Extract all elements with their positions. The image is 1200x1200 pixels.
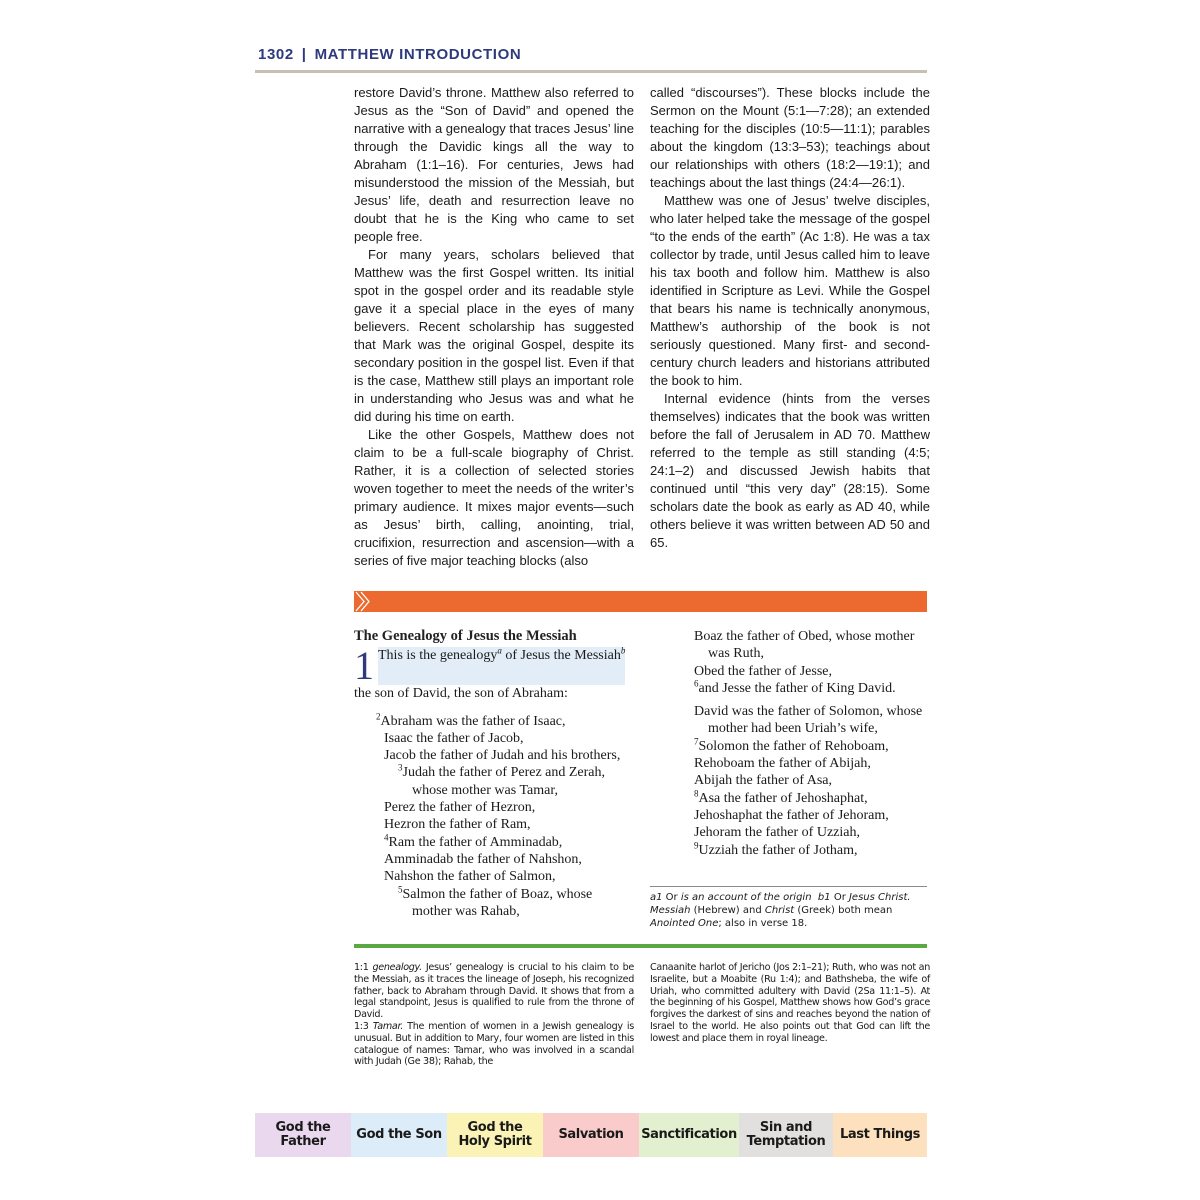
theme-tab-label (840, 1128, 920, 1142)
verse-number: 6 (694, 678, 699, 689)
section-divider-band (354, 591, 927, 612)
scripture-column-1 (354, 628, 634, 920)
genealogy-line-text: Asa the father of Jehoshaphat, (698, 790, 868, 806)
theme-tab-label-line: Father (280, 1134, 326, 1149)
genealogy-line-text: Uzziah the father of Jotham, (698, 842, 858, 858)
genealogy-line (680, 824, 928, 841)
study-notes-rule (354, 944, 927, 948)
genealogy-line (354, 747, 634, 764)
genealogy-line (354, 764, 634, 799)
theme-tab-god-the[interactable] (255, 1113, 351, 1157)
footnote-text: Or (662, 892, 681, 903)
genealogy-line-text: Abijah the father of Asa, (694, 773, 833, 789)
footnotes (650, 891, 927, 930)
genealogy-line-text: Ram the father of Amminadab, (388, 834, 563, 850)
note-text: The mention of women in a Jewish genealogy is unusual. But in addition to Mary, four women are listed in this catalogue of names: Tamar, who was involved in a scandal with Judah (Ge 38); Rahab, the (354, 1020, 634, 1068)
genealogy-line (680, 663, 928, 680)
genealogy-line (680, 839, 928, 859)
genealogy-line (354, 851, 634, 868)
verse-number: 7 (694, 736, 699, 747)
genealogy-line-text: Perez the father of Hezron, (384, 800, 536, 816)
genealogy-line-text: Nahshon the father of Salmon, (384, 869, 556, 885)
footnote-text: ; also in verse 18. (718, 918, 808, 929)
verse-number: 5 (398, 883, 403, 894)
genealogy-line (680, 680, 928, 697)
verse-number: 4 (384, 832, 389, 843)
theme-tab-label-line: Temptation (746, 1134, 826, 1149)
footnote-rule (650, 886, 927, 887)
genealogy-line-text: Hezron the father of Ram, (384, 817, 531, 833)
header-title: MATTHEW INTRODUCTION (314, 46, 522, 63)
footnote-text: Anointed One (650, 918, 719, 929)
study-note (354, 1021, 634, 1068)
note-term: Tamar. (372, 1020, 403, 1032)
genealogy-line-text: Rehoboam the father of Abijah, (694, 756, 871, 772)
genealogy-lines-1 (354, 710, 634, 921)
study-notes-column-1 (354, 962, 634, 1068)
footnote-ref-b[interactable]: b1 (817, 892, 831, 903)
genealogy-line-text: and Jesse the father of King David. (698, 680, 896, 696)
note-reference[interactable]: 1:3 (354, 1020, 369, 1032)
intro-paragraph: Internal evidence (hints from the verses themselves) indicates that the book was written before the fall of Jerusalem in AD 70. Matthew referred to the temple as still standing (4:5; 24:1–2) and discussed Jewish habits that continued until “this very day” (28:15). Some scholars date the book as early as AD 40, while others believe it was written between AD 50 and 65. (650, 391, 930, 550)
theme-tab-god-the[interactable] (447, 1113, 543, 1157)
genealogy-line-text: Jehoram the father of Uzziah, (694, 825, 860, 841)
theme-tab-label-line: God the (275, 1120, 331, 1135)
intro-column-2 (650, 84, 930, 552)
genealogy-line (680, 772, 928, 789)
theme-tab-label (747, 1121, 826, 1149)
theme-tab-label-line: Sin and (759, 1120, 813, 1135)
section-heading: The Genealogy of Jesus the Messiah (354, 628, 577, 644)
theme-tab-label-line: Sanctification (641, 1127, 737, 1142)
genealogy-line-text: Jacob the father of Judah and his brothers, (384, 748, 621, 764)
theme-tab-label-line: God the (467, 1120, 523, 1135)
verse-1-continued: the son of David, the son of Abraham: (354, 686, 568, 702)
verse-number: 3 (398, 762, 403, 773)
theme-tab-sanctification[interactable] (639, 1113, 739, 1157)
genealogy-line (680, 790, 928, 807)
genealogy-line (354, 834, 634, 851)
scripture-column-2 (680, 628, 928, 859)
genealogy-line-text: Jehoshaphat the father of Jehoram, (694, 807, 889, 823)
note-term: genealogy. (372, 962, 422, 973)
genealogy-line (354, 730, 634, 747)
theme-tab-sin-and[interactable] (739, 1113, 833, 1157)
footnote-marker-b[interactable]: b (620, 645, 626, 656)
footnote-text: Christ (764, 905, 795, 916)
chevron-ornament-icon (354, 591, 370, 612)
theme-tab-label-line: Salvation (558, 1127, 624, 1142)
header-separator: | (301, 46, 307, 63)
intro-paragraph: For many years, scholars believed that Matthew was the first Gospel written. Its initial spot in the gospel order and its readable style gave it a special place in the eyes of many believers. Recent scholarship has suggested that Mark was the original Gospel, despite its secondary position in the gospel list. Even if that is the case, Matthew still plays an important role in understanding who Jesus was and what he did during his time on earth. (354, 247, 634, 424)
genealogy-line (680, 703, 928, 738)
theme-tab-label (641, 1128, 737, 1142)
theme-tab-label-line: Holy Spirit (458, 1134, 532, 1149)
theme-tab-salvation[interactable] (543, 1113, 639, 1157)
footnote-ref-a[interactable]: a1 (650, 892, 663, 903)
theme-tab-label-line: Last Things (839, 1127, 920, 1142)
theme-tab-label (276, 1121, 331, 1149)
footnote-marker-a[interactable]: a (497, 645, 502, 656)
genealogy-line-text: David was the father of Solomon, whose mother had been Uriah’s wife, (694, 704, 923, 737)
verse-number: 2 (376, 710, 381, 721)
theme-tab-label (356, 1128, 441, 1142)
genealogy-line (354, 816, 634, 833)
theme-tab-bar (255, 1113, 927, 1157)
genealogy-lines-2 (680, 628, 928, 859)
genealogy-line-text: Judah the father of Perez and Zerah, whose mother was Tamar, (402, 765, 606, 798)
header-rule (255, 70, 927, 73)
genealogy-line-text: Obed the father of Jesse, (694, 663, 833, 679)
verse-number: 8 (694, 788, 699, 799)
theme-tab-label-line: God the Son (356, 1127, 442, 1142)
genealogy-line-text: Abraham was the father of Isaac, (380, 713, 566, 729)
intro-paragraph: called “discourses”). These blocks include the Sermon on the Mount (5:1—7:28); an extended teaching for the disciples (10:5—11:1); parables about the kingdom (13:3–53); teachings about our relationships with others (18:2—19:1); and teachings about the last things (24:4—26:1). (650, 85, 930, 190)
footnote-text: Jesus Christ. Messiah (650, 892, 911, 916)
verse-1-text: This is the genealogy (378, 648, 498, 664)
genealogy-line (354, 710, 634, 730)
theme-tab-label (458, 1121, 531, 1149)
genealogy-line-text: Amminadab the father of Nahshon, (384, 851, 582, 867)
intro-paragraph: restore David’s throne. Matthew also referred to Jesus as the “Son of David” and opened the narrative with a genealogy that traces Jesus’ line through the Davidic kings all the way to Abraham (1:1–16). For centuries, Jews had misunderstood the mission of the Messiah, but Jesus’ life, death and resurrection leave no doubt that he is the King who came to set people free. (354, 85, 634, 244)
genealogy-line-text: Solomon the father of Rehoboam, (698, 738, 889, 754)
genealogy-line (680, 755, 928, 772)
footnote-text: (Hebrew) and (690, 905, 765, 916)
genealogy-line (354, 883, 634, 921)
genealogy-line-text: Salmon the father of Boaz, whose mother was Rahab, (402, 886, 593, 919)
footnote-text: Or (830, 892, 849, 903)
theme-tab-label (558, 1128, 623, 1142)
chapter-opening (354, 643, 634, 689)
genealogy-line-text: Boaz the father of Obed, whose mother was Ruth, (694, 629, 915, 662)
genealogy-line (680, 738, 928, 755)
genealogy-line (354, 799, 634, 816)
footnote-text: is an account of the origin (680, 892, 812, 903)
genealogy-line-text: Isaac the father of Jacob, (384, 730, 524, 746)
study-note-continued: Canaanite harlot of Jericho (Jos 2:1–21); Ruth, who was not an Israelite, but a Moabite (Ru 1:4); and Bathsheba, the wife of Uriah, who committed adultery with David (2Sa 11:1–5). At the beginning of his Gospel, Matthew shows how God’s grace forgives the darkest of sins and reaches beyond the nation of Israel to the world. He also points out that God can lift the lowest and place them in royal lineage. (650, 962, 930, 1044)
note-reference[interactable]: 1:1 (354, 962, 369, 973)
running-header (258, 46, 521, 63)
intro-column-1 (354, 84, 634, 570)
study-notes-column-2 (650, 962, 930, 1045)
genealogy-line (354, 868, 634, 885)
genealogy-line (680, 628, 928, 663)
intro-paragraph: Like the other Gospels, Matthew does not claim to be a full-scale biography of Christ. Rather, it is a collection of selected stories woven together to meet the needs of the writer’s primary audience. It mixes major events—such as Jesus’ birth, calling, anointing, trial, crucifixion, resurrection and ascension—with a series of five major teaching blocks (also (354, 427, 634, 568)
genealogy-line (680, 807, 928, 824)
verse-1-text: of Jesus the Messiah (501, 648, 621, 664)
theme-tab-god-the-son[interactable] (351, 1113, 447, 1157)
theme-tab-last-things[interactable] (833, 1113, 927, 1157)
page-number: 1302 (258, 46, 294, 63)
chapter-number: 1 (354, 643, 374, 689)
verse-number: 9 (694, 839, 699, 850)
verse-1 (378, 647, 625, 685)
footnote-text: (Greek) both mean (794, 905, 893, 916)
note-text: Jesus’ genealogy is crucial to his claim to be the Messiah, as it traces the lineage of Joseph, his recognized father, back to Abraham through David. It shows that from a legal standpoint, Jesus is qualified to rule from the throne of David. (354, 962, 635, 1021)
intro-paragraph: Matthew was one of Jesus’ twelve disciples, who later helped take the message of the gospel “to the ends of the earth” (Ac 1:8). He was a tax collector by trade, until Jesus called him to leave his tax booth and follow him. Matthew is also identified in Scripture as Levi. While the Gospel that bears his name is technically anonymous, Matthew’s authorship of the book is not seriously questioned. Many first- and second-century church leaders and historians attributed the book to him. (650, 193, 930, 388)
study-note (354, 962, 634, 1021)
